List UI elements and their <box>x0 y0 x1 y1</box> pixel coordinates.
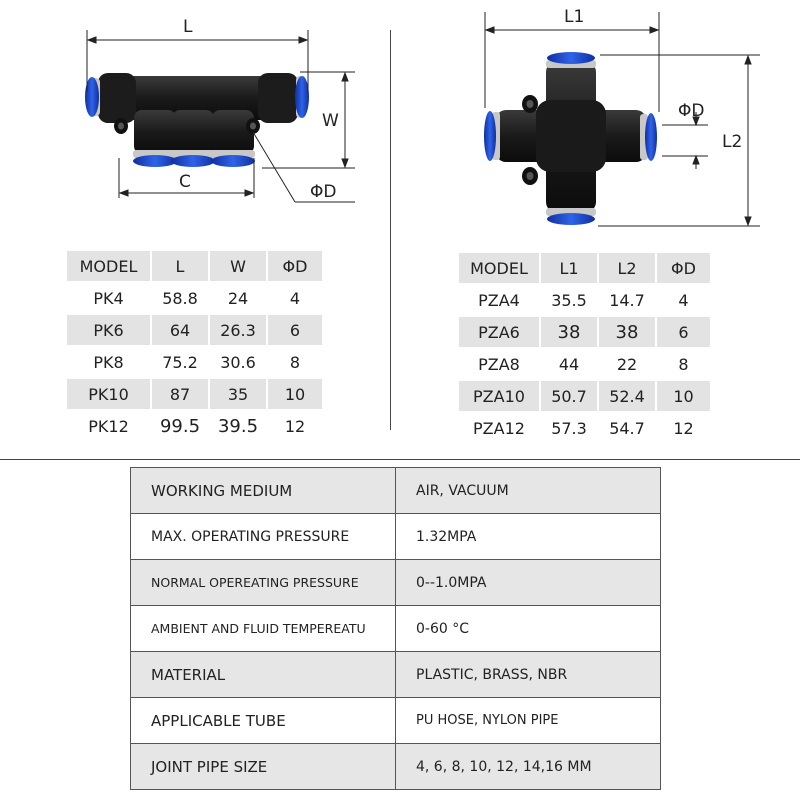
spec-value: 1.32MPA <box>396 514 661 560</box>
cell-model: PZA4 <box>459 285 539 315</box>
table-row <box>67 379 322 409</box>
spec-key: MAX. OPERATING PRESSURE <box>131 514 396 560</box>
table-row <box>67 283 322 313</box>
spec-row <box>131 560 661 606</box>
spec-key: MATERIAL <box>131 652 396 698</box>
cell-model: PZA6 <box>459 317 539 347</box>
header-model: MODEL <box>459 253 539 283</box>
cell-l1: 50.7 <box>541 381 597 411</box>
pk-manifold-fitting <box>85 73 309 167</box>
cell-l: 58.8 <box>152 283 208 313</box>
table-header-row <box>459 253 710 283</box>
cell-model: PZA10 <box>459 381 539 411</box>
header-l: L <box>152 251 208 281</box>
spec-key: WORKING MEDIUM <box>131 468 396 514</box>
cell-diameter: 12 <box>657 413 710 443</box>
cell-l1: 57.3 <box>541 413 597 443</box>
spec-row <box>131 606 661 652</box>
vertical-divider <box>390 30 391 430</box>
spec-row <box>131 514 661 560</box>
cell-w: 35 <box>210 379 266 409</box>
spec-value: PU HOSE, NYLON PIPE <box>396 698 661 744</box>
spec-value: 4, 6, 8, 10, 12, 14,16 MM <box>396 744 661 790</box>
horizontal-divider <box>0 459 800 460</box>
cell-model: PK4 <box>67 283 150 313</box>
cell-l: 75.2 <box>152 347 208 377</box>
cell-w: 24 <box>210 283 266 313</box>
spec-key: JOINT PIPE SIZE <box>131 744 396 790</box>
cell-l2: 14.7 <box>599 285 655 315</box>
specifications-table <box>130 467 661 790</box>
spec-value: 0-60 °C <box>396 606 661 652</box>
spec-row <box>131 652 661 698</box>
label-l2: L2 <box>722 132 743 152</box>
cell-diameter: 4 <box>268 283 322 313</box>
cell-model: PK6 <box>67 315 150 345</box>
label-w: W <box>322 111 339 131</box>
table-row <box>67 411 322 441</box>
table-row <box>459 285 710 315</box>
label-l1: L1 <box>564 7 585 27</box>
spec-row <box>131 468 661 514</box>
cell-model: PZA8 <box>459 349 539 379</box>
cell-diameter: 8 <box>268 347 322 377</box>
table-row <box>67 347 322 377</box>
cell-l2: 52.4 <box>599 381 655 411</box>
table-row <box>67 315 322 345</box>
cell-diameter: 12 <box>268 411 322 441</box>
spec-value: PLASTIC, BRASS, NBR <box>396 652 661 698</box>
table-header-row <box>67 251 322 281</box>
cell-diameter: 4 <box>657 285 710 315</box>
header-diameter: ΦD <box>657 253 710 283</box>
spec-value: 0--1.0MPA <box>396 560 661 606</box>
header-l1: L1 <box>541 253 597 283</box>
cell-diameter: 8 <box>657 349 710 379</box>
label-diameter-left: ΦD <box>310 182 337 202</box>
table-row <box>459 413 710 443</box>
cell-l: 99.5 <box>152 411 208 441</box>
cell-l1: 35.5 <box>541 285 597 315</box>
cell-l2: 22 <box>599 349 655 379</box>
header-diameter: ΦD <box>268 251 322 281</box>
spec-key: AMBIENT AND FLUID TEMPEREATU <box>131 606 396 652</box>
spec-row <box>131 698 661 744</box>
cell-diameter: 6 <box>268 315 322 345</box>
cell-l2: 38 <box>599 317 655 347</box>
table-row <box>459 349 710 379</box>
header-model: MODEL <box>67 251 150 281</box>
cell-diameter: 10 <box>657 381 710 411</box>
cell-l: 64 <box>152 315 208 345</box>
pza-cross-fitting <box>484 52 657 225</box>
cell-model: PZA12 <box>459 413 539 443</box>
cell-w: 39.5 <box>210 411 266 441</box>
cell-diameter: 10 <box>268 379 322 409</box>
table-row <box>459 317 710 347</box>
cell-l1: 44 <box>541 349 597 379</box>
cell-w: 26.3 <box>210 315 266 345</box>
header-l2: L2 <box>599 253 655 283</box>
pk-dimensions-table <box>65 249 324 443</box>
spec-key: APPLICABLE TUBE <box>131 698 396 744</box>
cell-model: PK12 <box>67 411 150 441</box>
cell-diameter: 6 <box>657 317 710 347</box>
cell-w: 30.6 <box>210 347 266 377</box>
cell-l: 87 <box>152 379 208 409</box>
label-c: C <box>179 172 191 192</box>
label-l: L <box>183 17 193 37</box>
spec-row <box>131 744 661 790</box>
cell-model: PK8 <box>67 347 150 377</box>
cell-l2: 54.7 <box>599 413 655 443</box>
label-diameter-right: ΦD <box>678 101 705 121</box>
cell-l1: 38 <box>541 317 597 347</box>
header-w: W <box>210 251 266 281</box>
spec-value: AIR, VACUUM <box>396 468 661 514</box>
table-row <box>459 381 710 411</box>
pza-dimensions-table <box>457 251 712 445</box>
cell-model: PK10 <box>67 379 150 409</box>
spec-key: NORMAL OPEREATING PRESSURE <box>131 560 396 606</box>
